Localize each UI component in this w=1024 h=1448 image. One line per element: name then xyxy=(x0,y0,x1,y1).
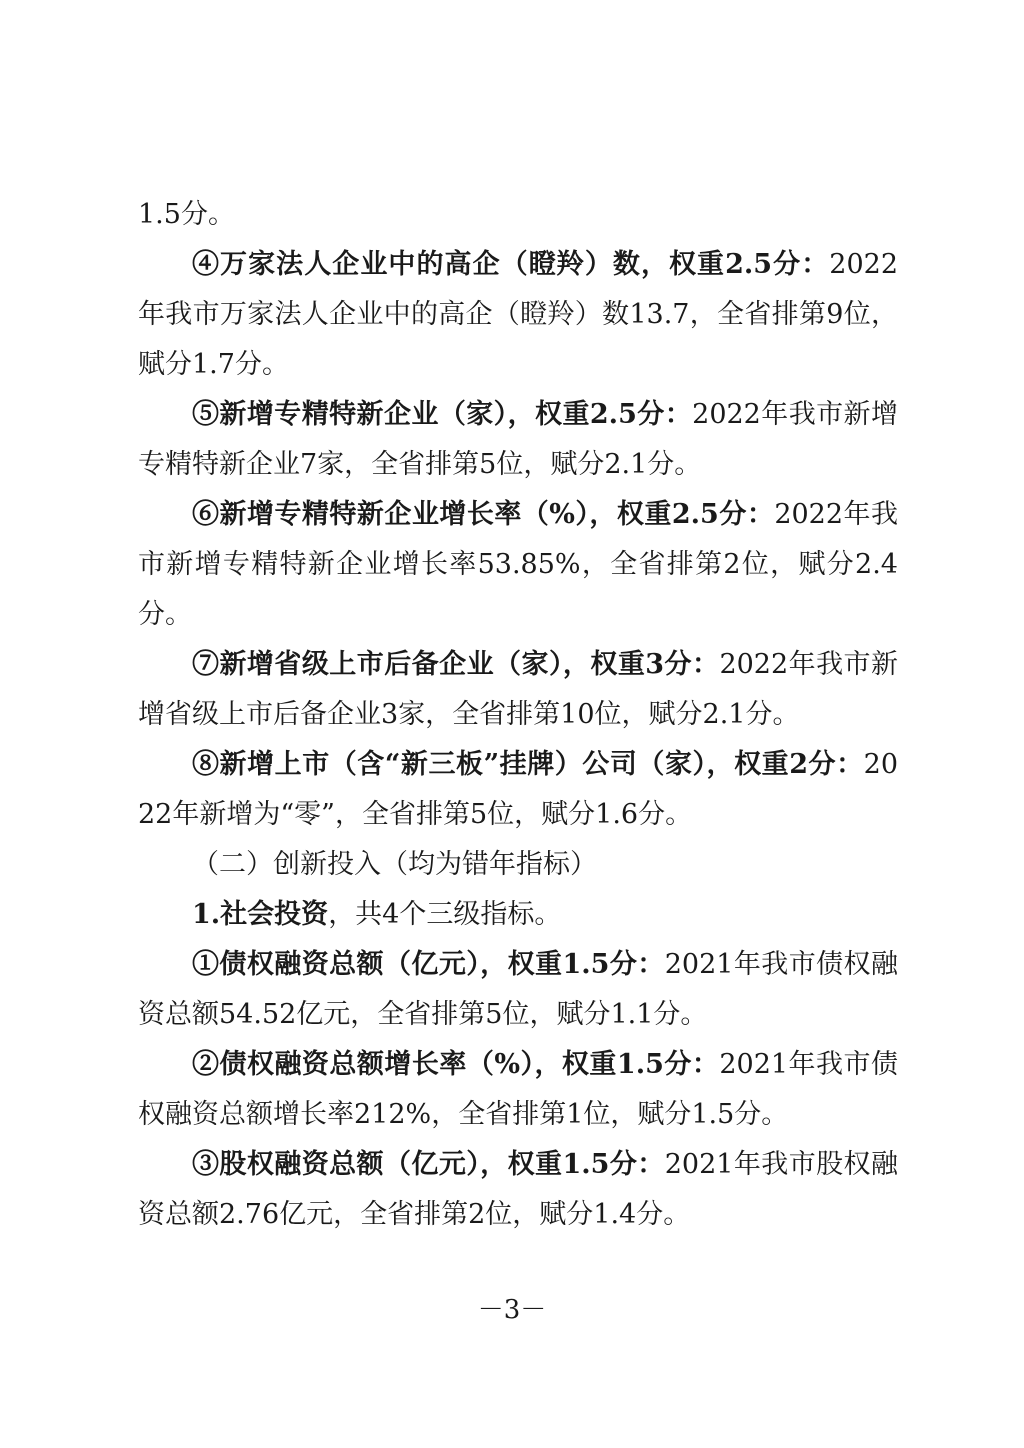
paragraph-indicator-7 xyxy=(138,640,898,740)
paragraph-text: 2022年我市新增专精特新企业7家，全省排第5位，赋分2.1分。 xyxy=(138,399,898,480)
subsection-social-investment xyxy=(138,890,898,940)
paragraph-heading: ①债权融资总额（亿元），权重1.5分： xyxy=(192,949,665,980)
paragraph-heading: ③股权融资总额（亿元），权重1.5分： xyxy=(192,1149,665,1180)
paragraph-indicator-4 xyxy=(138,240,898,390)
paragraph-text: 2021年我市债权融资总额54.52亿元，全省排第5位，赋分1.1分。 xyxy=(138,949,898,1030)
paragraph-text: 2021年我市债权融资总额增长率212%，全省排第1位，赋分1.5分。 xyxy=(138,1049,898,1130)
paragraph-indicator-debt-growth xyxy=(138,1040,898,1140)
paragraph-indicator-debt-financing xyxy=(138,940,898,1040)
paragraph-text: 2021年我市股权融资总额2.76亿元，全省排第2位，赋分1.4分。 xyxy=(138,1149,898,1230)
subsection-heading: 1.社会投资 xyxy=(192,899,329,930)
paragraph-heading: ⑧新增上市（含“新三板”挂牌）公司（家），权重2分： xyxy=(192,749,864,780)
paragraph-text: 2022年我市万家法人企业中的高企（瞪羚）数13.7，全省排第9位，赋分1.7分。 xyxy=(138,249,898,380)
paragraph-text: 1.5分。 xyxy=(138,199,235,230)
section-heading-innovation-input xyxy=(138,840,898,890)
paragraph-indicator-6 xyxy=(138,490,898,640)
paragraph-heading: ④万家法人企业中的高企（瞪羚）数，权重2.5分： xyxy=(192,249,830,280)
paragraph-continuation xyxy=(138,190,898,240)
paragraph-text: 2022年我市新增省级上市后备企业3家，全省排第10位，赋分2.1分。 xyxy=(138,649,898,730)
page-number: －3－ xyxy=(477,1295,547,1325)
paragraph-indicator-equity-financing xyxy=(138,1140,898,1240)
paragraph-heading: ⑤新增专精特新企业（家），权重2.5分： xyxy=(192,399,693,430)
section-heading-text: （二）创新投入（均为错年指标） xyxy=(192,849,597,880)
paragraph-heading: ⑦新增省级上市后备企业（家），权重3分： xyxy=(192,649,720,680)
paragraph-text: 2022年我市新增专精特新企业增长率53.85%，全省排第2位，赋分2.4分。 xyxy=(138,499,898,630)
paragraph-indicator-8 xyxy=(138,740,898,840)
paragraph-heading: ②债权融资总额增长率（%），权重1.5分： xyxy=(192,1049,720,1080)
paragraph-indicator-5 xyxy=(138,390,898,490)
paragraph-text: 2022年新增为“零”，全省排第5位，赋分1.6分。 xyxy=(138,749,898,830)
paragraph-heading: ⑥新增专精特新企业增长率（%），权重2.5分： xyxy=(192,499,775,530)
document-body xyxy=(138,190,898,1240)
subsection-text: ，共4个三级指标。 xyxy=(328,899,562,930)
